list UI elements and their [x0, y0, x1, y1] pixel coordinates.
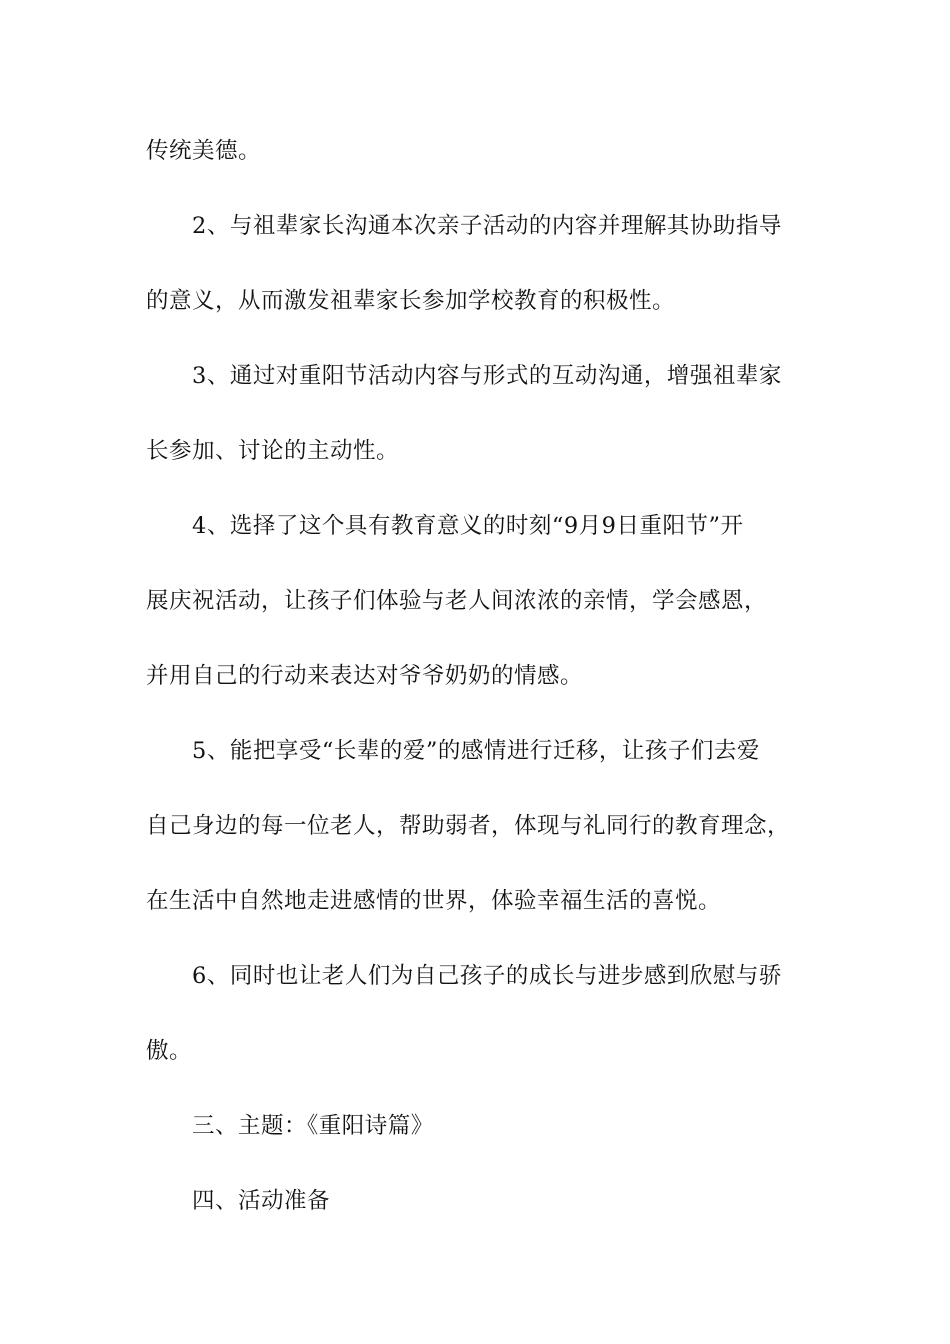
section-heading: 四、活动准备	[192, 1188, 331, 1214]
section-heading: 三、主题：《重阳诗篇》	[192, 1113, 434, 1139]
text-line: 自己身边的每一位老人，帮助弱者，体现与礼同行的教育理念，	[146, 813, 791, 839]
text-line: 长参加、讨论的主动性。	[146, 438, 400, 464]
text-line: 展庆祝活动，让孩子们体验与老人间浓浓的亲情，学会感恩，	[146, 588, 768, 614]
text-line: 的意义，从而激发祖辈家长参加学校教育的积极性。	[146, 288, 676, 314]
text-line: 3、通过对重阳节活动内容与形式的互动沟通，增强祖辈家	[192, 363, 782, 389]
text-line: 6、同时也让老人们为自己孩子的成长与进步感到欣慰与骄	[192, 963, 782, 989]
text-line: 傲。	[146, 1038, 193, 1064]
text-line: 在生活中自然地走进感情的世界，体验幸福生活的喜悦。	[146, 888, 722, 914]
text-line: 传统美德。	[146, 138, 262, 164]
text-line: 2、与祖辈家长沟通本次亲子活动的内容并理解其协助指导	[192, 213, 782, 239]
text-line: 4、选择了这个具有教育意义的时刻“9月9日重阳节”开	[192, 513, 744, 539]
text-line: 5、能把享受“长辈的爱”的感情进行迁移，让孩子们去爱	[192, 738, 760, 764]
text-line: 并用自己的行动来表达对爷爷奶奶的情感。	[146, 663, 584, 689]
